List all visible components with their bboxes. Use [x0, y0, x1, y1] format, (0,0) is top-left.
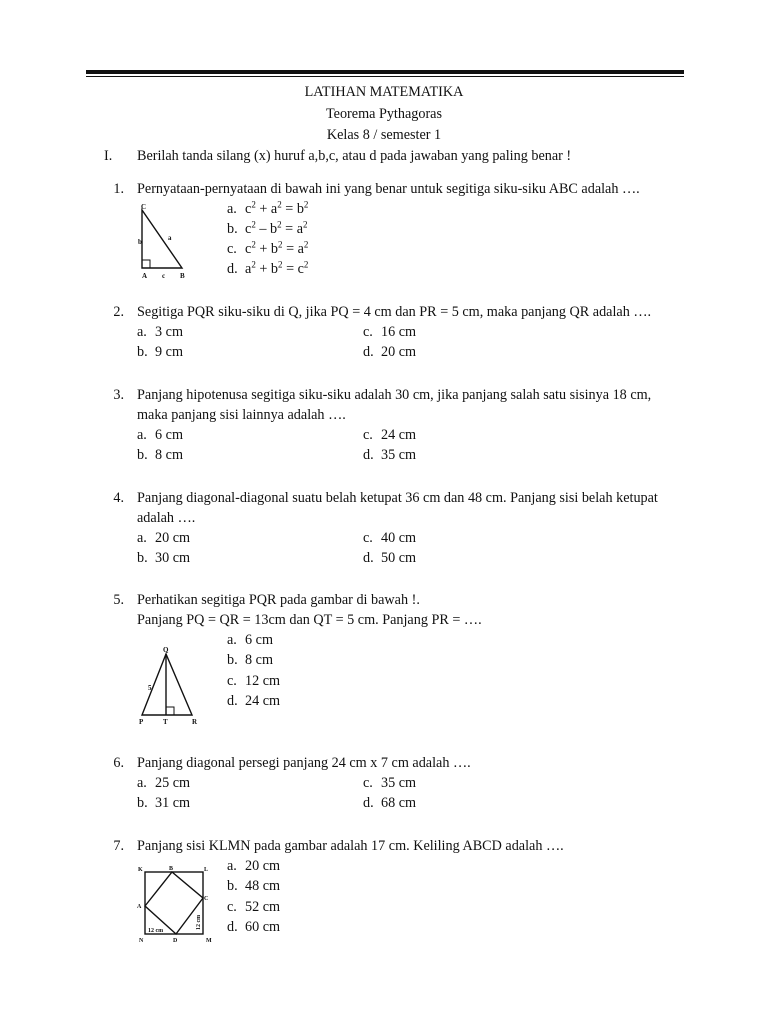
option-c[interactable]: c. 12 cm [227, 673, 281, 689]
question-number: 4. [113, 490, 124, 506]
square-klmn-figure [136, 862, 216, 946]
label-right-length: 12 cm [196, 914, 202, 930]
label-side-5: 5 [148, 684, 152, 692]
question-number: 3. [113, 387, 124, 403]
question-text-line1: Perhatikan segitiga PQR pada gambar di bawah !. [137, 592, 420, 608]
option-d[interactable]: d. 60 cm [227, 919, 281, 935]
label-q-vertex: Q [163, 646, 169, 654]
option-b[interactable]: b. $c^2 - b^2 = a^2$ [227, 219, 308, 237]
option-b[interactable]: b. 9 cm [137, 344, 183, 360]
question-number: 6. [113, 755, 124, 771]
label-b-point: B [169, 866, 174, 872]
option-d[interactable]: d. 20 cm [363, 344, 417, 360]
question-text-line2: adalah …. [137, 510, 196, 526]
label-r-vertex: R [192, 718, 198, 726]
option-a[interactable]: a. 20 cm [137, 530, 191, 546]
label-m-vertex: M [206, 938, 212, 944]
label-a-vertex: A [142, 272, 148, 280]
option-d[interactable]: d. $a^2 + b^2 = c^2$ [227, 259, 309, 277]
question-text-line2: Panjang PQ = QR = 13cm dan QT = 5 cm. Panjang PR = …. [137, 612, 482, 628]
option-c[interactable]: c. 16 cm [363, 324, 417, 340]
question-text-line2: maka panjang sisi lainnya adalah …. [137, 407, 346, 423]
question-number: 5. [113, 592, 124, 608]
label-p-vertex: P [139, 718, 144, 726]
class-label: Kelas 8 / semester 1 [326, 127, 442, 143]
question-number: 7. [113, 838, 124, 854]
label-d-point: D [173, 938, 178, 944]
option-c[interactable]: c. 52 cm [227, 899, 281, 915]
label-n-vertex: N [139, 938, 144, 944]
section-instruction: Berilah tanda silang (x) huruf a,b,c, atau d pada jawaban yang paling benar ! [137, 148, 572, 164]
label-b-side: b [138, 238, 142, 246]
option-b[interactable]: b. 8 cm [137, 447, 183, 463]
option-c[interactable]: c. 35 cm [363, 775, 417, 791]
label-a-side: a [168, 234, 172, 242]
header-rule-thin [86, 76, 684, 77]
label-bottom-length: 12 cm [148, 928, 164, 934]
label-c-point: C [204, 896, 209, 902]
label-t-vertex: T [163, 718, 168, 726]
label-c-side: c [162, 272, 166, 280]
label-c-vertex: C [141, 203, 147, 211]
option-b[interactable]: b. 8 cm [227, 652, 273, 668]
question-text-line1: Panjang hipotenusa segitiga siku-siku adalah 30 cm, jika panjang salah satu sisinya 18 cm, [137, 387, 652, 403]
option-b[interactable]: b. 30 cm [137, 550, 191, 566]
question-number: 2. [113, 304, 124, 320]
triangle-pqr-figure [136, 646, 206, 728]
triangle-abc-figure [138, 202, 198, 282]
section-numeral: I. [104, 148, 113, 164]
option-d[interactable]: d. 35 cm [363, 447, 417, 463]
header-rule-thick [86, 70, 684, 74]
label-k-vertex: K [138, 867, 143, 873]
option-d[interactable]: d. 68 cm [363, 795, 417, 811]
label-a-point: A [137, 904, 142, 910]
option-a[interactable]: a. 20 cm [227, 858, 281, 874]
page-subtitle: Teorema Pythagoras [325, 106, 442, 122]
option-a[interactable]: a. 6 cm [227, 632, 273, 648]
question-text: Segitiga PQR siku-siku di Q, jika PQ = 4 cm dan PR = 5 cm, maka panjang QR adalah …. [137, 304, 652, 320]
page-title: LATIHAN MATEMATIKA [304, 84, 464, 100]
option-a[interactable]: a. 3 cm [137, 324, 183, 340]
option-c[interactable]: c. $c^2 + b^2 = a^2$ [227, 239, 309, 257]
option-a[interactable]: a. 25 cm [137, 775, 191, 791]
option-a[interactable]: a. $c^2 + a^2 = b^2$ [227, 199, 309, 217]
question-text: Panjang diagonal persegi panjang 24 cm x 7 cm adalah …. [137, 755, 471, 771]
option-a[interactable]: a. 6 cm [137, 427, 183, 443]
question-text: Panjang sisi KLMN pada gambar adalah 17 cm. Keliling ABCD adalah …. [137, 838, 564, 854]
option-c[interactable]: c. 24 cm [363, 427, 417, 443]
question-number: 1. [113, 181, 124, 197]
question-text-line1: Panjang diagonal-diagonal suatu belah ketupat 36 cm dan 48 cm. Panjang sisi belah ketupat [137, 490, 658, 506]
option-d[interactable]: d. 24 cm [227, 693, 281, 709]
option-b[interactable]: b. 48 cm [227, 878, 281, 894]
label-l-vertex: L [204, 867, 209, 873]
option-c[interactable]: c. 40 cm [363, 530, 417, 546]
question-text: Pernyataan-pernyataan di bawah ini yang benar untuk segitiga siku-siku ABC adalah …. [137, 181, 640, 197]
option-d[interactable]: d. 50 cm [363, 550, 417, 566]
label-b-vertex: B [180, 272, 185, 280]
option-b[interactable]: b. 31 cm [137, 795, 191, 811]
